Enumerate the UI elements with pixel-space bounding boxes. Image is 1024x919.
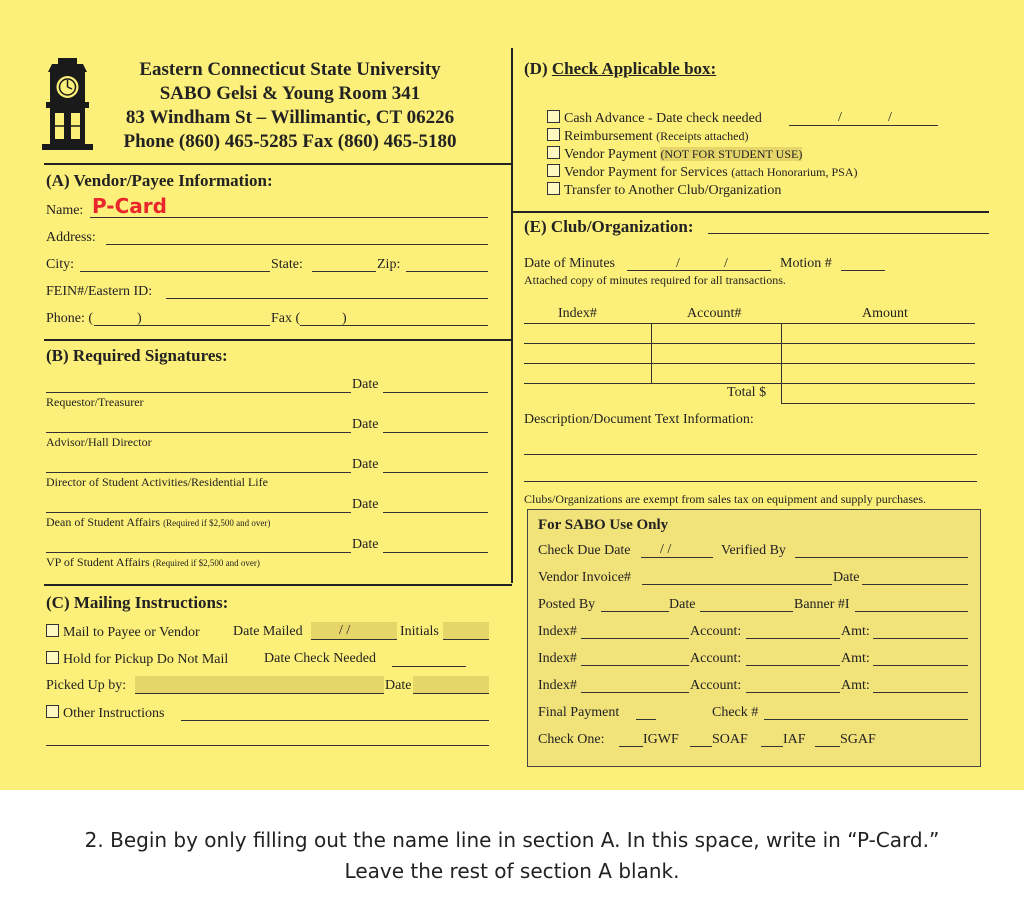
club-name-line (708, 233, 989, 234)
city-line (80, 271, 270, 272)
section-b-top-rule (44, 339, 512, 341)
fund-iaf: IAF (783, 732, 806, 747)
date-mailed-line (311, 639, 397, 640)
fund-line-soaf (690, 746, 712, 747)
vendor-services-checkbox[interactable] (547, 164, 560, 177)
signature-date-label-1: Date (352, 377, 379, 392)
fein-label: FEIN#/Eastern ID: (46, 284, 153, 299)
final-payment-line (636, 719, 656, 720)
header-line3: 83 Windham St – Willimantic, CT 06226 (125, 107, 455, 128)
index-line-1 (581, 638, 689, 639)
cash-advance-slash-2: / (888, 110, 892, 125)
table-rule-3 (524, 383, 975, 384)
reimbursement-checkbox[interactable] (547, 128, 560, 141)
fein-line (166, 298, 488, 299)
account-label-2: Account: (690, 651, 742, 666)
amt-line-3 (873, 692, 968, 693)
reimbursement-label: Reimbursement (564, 129, 653, 144)
vendor-services-option[interactable] (547, 164, 858, 181)
phone-label: Phone: ( (46, 311, 94, 326)
table-rule-0 (524, 323, 975, 324)
index-line-2 (581, 665, 689, 666)
verified-by-label: Verified By (721, 543, 786, 558)
check-number-label: Check # (712, 705, 759, 720)
fax-line (300, 325, 488, 326)
header-line1: Eastern Connecticut State University (139, 59, 441, 80)
mail-to-payee-label: Mail to Payee or Vendor (63, 625, 200, 640)
signature-date-line-1 (383, 392, 488, 393)
university-header (100, 58, 480, 154)
section-c-top-rule (44, 584, 512, 586)
date-of-minutes-line (627, 270, 771, 271)
col-amount-header: Amount (862, 306, 908, 321)
fund-sgaf: SGAF (840, 732, 876, 747)
account-line-1 (746, 638, 840, 639)
other-instructions-line (181, 720, 489, 721)
final-payment-label: Final Payment (538, 705, 620, 720)
signature-role-2: Advisor/Hall Director (46, 435, 152, 449)
total-label: Total $ (727, 385, 767, 400)
signature-role-3: Director of Student Activities/Residential Life (46, 475, 268, 489)
signature-role-4 (46, 515, 270, 530)
amt-line-2 (873, 665, 968, 666)
section-a-top-rule (44, 163, 512, 165)
initials-line (443, 639, 489, 640)
vendor-invoice-label: Vendor Invoice# (538, 570, 631, 585)
caption-line2: Leave the rest of section A blank. (344, 859, 680, 883)
table-rule-4 (781, 403, 975, 404)
signature-line-4 (46, 512, 351, 513)
picked-up-date-line (413, 693, 489, 694)
reimbursement-option[interactable] (547, 128, 748, 145)
signature-date-line-3 (383, 472, 488, 473)
section-e-title: (E) Club/Organization: (524, 217, 694, 236)
signature-line-5 (46, 552, 351, 553)
date-mailed-field[interactable] (311, 622, 397, 639)
initials-field[interactable] (443, 622, 489, 639)
vendor-invoice-date-line (862, 584, 968, 585)
vendor-invoice-date-label: Date (833, 570, 860, 585)
posted-by-label: Posted By (538, 597, 596, 612)
vendor-invoice-line (642, 584, 832, 585)
mail-to-payee-checkbox[interactable] (46, 624, 59, 637)
fund-line-igwf (619, 746, 643, 747)
check-number-line (764, 719, 968, 720)
date-mailed-slashes: / / (339, 623, 351, 638)
caption-line1: 2. Begin by only filling out the name line in section A. In this space, write in “P-Card.” (84, 828, 940, 852)
section-a-title: (A) Vendor/Payee Information: (46, 171, 273, 190)
motion-label: Motion # (780, 256, 832, 271)
phone-close: ) (137, 311, 142, 326)
description-line-2 (524, 481, 977, 482)
other-instructions-option[interactable] (46, 705, 164, 722)
signature-role-5 (46, 555, 260, 570)
vendor-payment-checkbox[interactable] (547, 146, 560, 159)
date-of-minutes-slash-2: / (724, 256, 728, 271)
index-label-2: Index# (538, 651, 577, 666)
table-divider-1 (651, 323, 652, 383)
check-due-line (641, 557, 713, 558)
signature-role-4-name: Dean of Student Affairs (46, 515, 161, 529)
section-c-title: (C) Mailing Instructions: (46, 593, 229, 612)
fund-line-iaf (761, 746, 783, 747)
transfer-label: Transfer to Another Club/Organization (564, 183, 782, 198)
fax-close: ) (342, 311, 347, 326)
cash-advance-checkbox[interactable] (547, 110, 560, 123)
banner-line (855, 611, 968, 612)
picked-up-line (135, 693, 384, 694)
posted-date-line (700, 611, 793, 612)
other-instructions-checkbox[interactable] (46, 705, 59, 718)
section-d-title (524, 59, 716, 79)
clock-tower-icon (40, 58, 95, 150)
picked-up-field[interactable] (135, 676, 384, 693)
address-label: Address: (46, 230, 96, 245)
fund-line-sgaf (815, 746, 840, 747)
name-label: Name: (46, 203, 84, 218)
index-line-3 (581, 692, 689, 693)
signature-role-1: Requestor/Treasurer (46, 395, 144, 409)
signature-role-5-name: VP of Student Affairs (46, 555, 150, 569)
phone-line (94, 325, 270, 326)
cash-advance-slash-1: / (838, 110, 842, 125)
account-label-3: Account: (690, 678, 742, 693)
index-label-3: Index# (538, 678, 577, 693)
col-account-header: Account# (687, 306, 742, 321)
table-divider-2 (781, 323, 782, 403)
hold-for-pickup-label: Hold for Pickup Do Not Mail (63, 652, 229, 667)
signature-role-5-note: (Required if $2,500 and over) (152, 558, 260, 568)
state-label: State: (271, 257, 303, 272)
table-rule-1 (524, 343, 975, 344)
amt-label-1: Amt: (841, 624, 870, 639)
amt-label-2: Amt: (841, 651, 870, 666)
date-check-needed-label: Date Check Needed (264, 651, 376, 666)
signature-date-line-5 (383, 552, 488, 553)
vendor-payment-note: (NOT FOR STUDENT USE) (660, 147, 803, 161)
cash-advance-date-line (789, 125, 938, 126)
posted-by-line (601, 611, 669, 612)
signature-date-label-3: Date (352, 457, 379, 472)
minutes-note: Attached copy of minutes required for all transactions. (524, 273, 786, 287)
index-label-1: Index# (538, 624, 577, 639)
description-label: Description/Document Text Information: (524, 412, 754, 427)
signature-date-label-4: Date (352, 497, 379, 512)
picked-up-label: Picked Up by: (46, 678, 127, 693)
signature-role-4-note: (Required if $2,500 and over) (163, 518, 271, 528)
name-line (90, 217, 488, 218)
state-line (312, 271, 376, 272)
fund-igwf: IGWF (643, 732, 679, 747)
other-instructions-label: Other Instructions (63, 706, 165, 721)
date-of-minutes-label: Date of Minutes (524, 256, 615, 271)
signature-date-label-5: Date (352, 537, 379, 552)
picked-up-date-label: Date (385, 678, 412, 693)
cash-advance-option[interactable] (547, 110, 762, 127)
signature-date-label-2: Date (352, 417, 379, 432)
banner-label: Banner #I (794, 597, 850, 612)
check-one-label: Check One: (538, 732, 605, 747)
initials-label: Initials (400, 624, 439, 639)
account-line-3 (746, 692, 840, 693)
signature-line-1 (46, 392, 351, 393)
transfer-option[interactable] (547, 182, 781, 199)
section-e-top-rule (512, 211, 989, 213)
verified-by-line (795, 557, 968, 558)
cash-advance-label: Cash Advance - Date check needed (564, 111, 762, 126)
signature-date-line-2 (383, 432, 488, 433)
zip-line (406, 271, 488, 272)
sabo-title: For SABO Use Only (538, 517, 669, 533)
table-rule-2 (524, 363, 975, 364)
amt-label-3: Amt: (841, 678, 870, 693)
motion-line (841, 270, 885, 271)
picked-up-date-field[interactable] (413, 676, 489, 693)
description-line-1 (524, 454, 977, 455)
vendor-services-note: (attach Honorarium, PSA) (731, 165, 858, 179)
city-label: City: (46, 257, 75, 272)
hold-for-pickup-checkbox[interactable] (46, 651, 59, 664)
check-due-slashes: / / (660, 542, 672, 557)
fund-soaf: SOAF (712, 732, 748, 747)
other-instructions-line-2 (46, 745, 489, 746)
vendor-payment-label: Vendor Payment (564, 147, 657, 162)
vendor-services-label: Vendor Payment for Services (564, 165, 728, 180)
mail-to-payee-option[interactable] (46, 624, 200, 641)
date-of-minutes-slash-1: / (676, 256, 680, 271)
address-line (106, 244, 488, 245)
name-value-pcard[interactable]: P-Card (92, 194, 167, 218)
fax-label: Fax ( (271, 311, 301, 326)
hold-for-pickup-option[interactable] (46, 651, 228, 668)
account-label-1: Account: (690, 624, 742, 639)
date-check-needed-line (392, 666, 466, 667)
signature-line-3 (46, 472, 351, 473)
header-line2: SABO Gelsi & Young Room 341 (159, 83, 421, 104)
section-d-heading: Check Applicable box: (551, 59, 717, 78)
posted-date-label: Date (669, 597, 696, 612)
zip-label: Zip: (377, 257, 401, 272)
section-b-title: (B) Required Signatures: (46, 346, 228, 365)
signature-date-line-4 (383, 512, 488, 513)
reimbursement-note: (Receipts attached) (656, 129, 749, 143)
amt-line-1 (873, 638, 968, 639)
check-due-label: Check Due Date (538, 543, 631, 558)
instruction-caption (0, 825, 1024, 887)
vendor-payment-option[interactable] (547, 146, 802, 163)
signature-line-2 (46, 432, 351, 433)
header-line4: Phone (860) 465-5285 Fax (860) 465-5180 (123, 131, 457, 152)
column-divider (511, 48, 513, 583)
transfer-checkbox[interactable] (547, 182, 560, 195)
col-index-header: Index# (558, 306, 597, 321)
exempt-note: Clubs/Organizations are exempt from sales tax on equipment and supply purchases. (524, 492, 927, 506)
section-d-prefix: (D) (524, 59, 548, 78)
account-line-2 (746, 665, 840, 666)
date-mailed-label: Date Mailed (233, 624, 303, 639)
